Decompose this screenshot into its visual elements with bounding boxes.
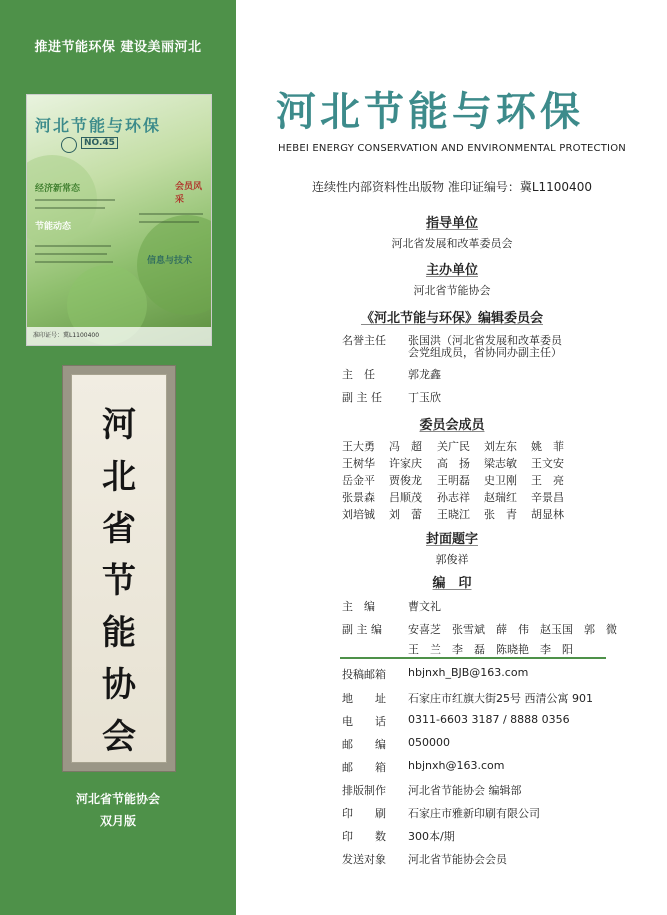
info-value-address: 石家庄市红旗大街25号 西清公寓 901 (408, 692, 593, 705)
calligraphy-text: 河 北 省 节 能 协 会 (102, 405, 136, 757)
member-name: 王 亮 (531, 474, 564, 487)
member-name: 梁志敏 (484, 457, 517, 470)
committee-section (252, 307, 652, 326)
members-heading: 委员会成员 (419, 418, 485, 433)
member-name: 史卫刚 (484, 474, 517, 487)
member-name: 张景森 (342, 491, 375, 504)
calligraphy-scroll (62, 365, 176, 772)
member-name: 刘左东 (484, 440, 517, 453)
info-label: 邮 箱 (342, 761, 386, 774)
honorary-name-2: 会党组成员，省协同办副主任） (408, 346, 562, 359)
info-label: 投稿邮箱 (342, 668, 386, 681)
deputy-director-name: 丁玉欣 (408, 391, 441, 404)
honorary-label: 名誉主任 (342, 334, 386, 347)
committee-heading: 《河北节能与环保》编辑委员会 (360, 311, 543, 326)
member-name: 高 扬 (437, 457, 470, 470)
info-value-printer: 石家庄市雅新印刷有限公司 (408, 807, 540, 820)
member-name: 刘 蕾 (389, 508, 422, 521)
host-section (252, 259, 652, 298)
member-name: 冯 超 (389, 440, 422, 453)
member-name: 赵瑞红 (484, 491, 517, 504)
member-name: 关广民 (437, 440, 470, 453)
cover-section-info: 信息与技术 (147, 256, 193, 266)
info-label: 邮 编 (342, 738, 386, 751)
permit-number: 连续性内部资料性出版物 准印证编号：冀L1100400 (312, 180, 592, 194)
deputy-editors-line1: 安喜芝 张雪斌 薛 伟 赵玉国 郭 微 (408, 623, 617, 636)
deputy-editors-line2: 王 兰 李 磊 陈晓艳 李 阳 (408, 643, 573, 656)
director-name: 郭龙鑫 (408, 368, 441, 381)
cover-title-writer-value: 郭俊祥 (435, 553, 469, 566)
director-label: 主 任 (342, 368, 375, 381)
cover-section-member: 会员风采 (175, 182, 203, 205)
info-value-mailbox: hbjnxh@163.com (408, 759, 505, 772)
host-value: 河北省节能协会 (413, 284, 491, 297)
guide-section (252, 212, 652, 251)
member-name: 王树华 (342, 457, 375, 470)
guide-heading: 指导单位 (425, 216, 478, 231)
info-value-email: hbjnxh_BJB@163.com (408, 666, 529, 679)
sidebar (0, 0, 236, 915)
chief-editor-name: 曹文礼 (408, 600, 441, 613)
member-name: 姚 菲 (531, 440, 564, 453)
info-value-recipients: 河北省节能协会会员 (408, 853, 507, 866)
sidebar-frequency: 双月版 (99, 814, 136, 828)
info-value-layout: 河北省节能协会 编辑部 (408, 784, 522, 797)
deputy-director-label: 副 主 任 (342, 391, 382, 404)
info-label: 地 址 (342, 692, 386, 705)
masthead-title: 河北节能与环保 (276, 88, 584, 135)
member-name: 孙志祥 (437, 491, 470, 504)
cover-footer (27, 327, 211, 345)
member-name: 许家庆 (389, 457, 422, 470)
info-label: 排版制作 (342, 784, 386, 797)
info-value-postcode: 050000 (408, 736, 450, 749)
divider (340, 657, 606, 659)
chief-editor-label: 主 编 (342, 600, 375, 613)
info-label: 电 话 (342, 715, 386, 728)
host-heading: 主办单位 (425, 263, 478, 278)
cover-permit: 准印证号：冀L1100400 (33, 332, 100, 339)
member-name: 吕顺茂 (389, 491, 422, 504)
deputy-editor-label: 副 主 编 (342, 623, 382, 636)
info-label: 印 数 (342, 830, 386, 843)
cover-seal-icon (61, 137, 77, 153)
cover-section-trends: 节能动态 (35, 222, 72, 232)
sidebar-association: 河北省节能协会 (75, 792, 160, 806)
info-value-print-run: 300本/期 (408, 830, 455, 843)
member-name: 胡显林 (531, 508, 564, 521)
guide-value: 河北省发展和改革委员会 (391, 237, 513, 250)
editing-section (252, 572, 652, 591)
member-name: 辛景昌 (531, 491, 564, 504)
magazine-cover-image (26, 94, 212, 346)
cover-title-writer-heading: 封面题字 (425, 532, 478, 547)
member-name: 贾俊龙 (389, 474, 422, 487)
cover-title: 河北节能与环保 (35, 116, 162, 135)
member-name: 王文安 (531, 457, 564, 470)
member-name: 王晓江 (437, 508, 470, 521)
cover-issue: NO.45 (81, 137, 118, 149)
member-name: 刘培铖 (342, 508, 375, 521)
member-name: 张 青 (484, 508, 517, 521)
info-label: 印 刷 (342, 807, 386, 820)
members-section (252, 414, 652, 433)
cover-title-writer-section (252, 528, 652, 567)
masthead-english: HEBEI ENERGY CONSERVATION AND ENVIRONMENTAL PROTECTION (278, 143, 626, 154)
cover-section-economy: 经济新常态 (35, 184, 81, 194)
member-name: 王大勇 (342, 440, 375, 453)
editing-heading: 编 印 (432, 576, 472, 591)
member-name: 岳金平 (342, 474, 375, 487)
honorary-name: 张国洪（河北省发展和改革委员 (408, 334, 562, 347)
info-value-phone: 0311-6603 3187 / 8888 0356 (408, 713, 570, 726)
info-label: 发送对象 (342, 853, 386, 866)
slogan: 推进节能环保 建设美丽河北 (34, 40, 202, 55)
member-name: 王明磊 (437, 474, 470, 487)
